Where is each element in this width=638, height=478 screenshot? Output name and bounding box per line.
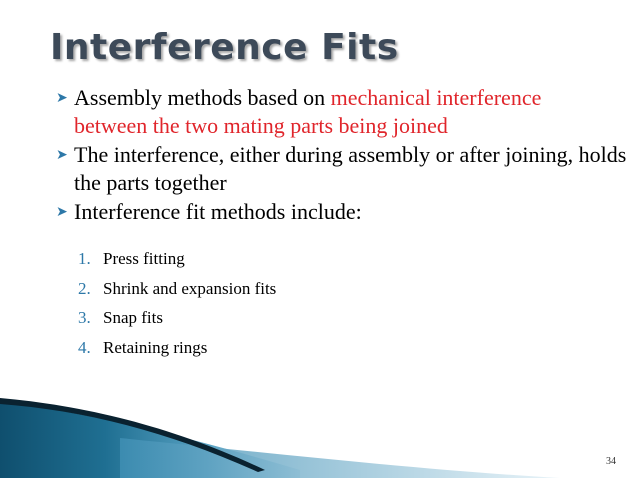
item-label: Snap fits [103,308,163,327]
bullet-text: Interference fit methods include: [74,199,362,224]
item-number: 3. [78,308,91,327]
arrow-bullet-icon: ➤ [56,147,68,163]
bullet-text: Assembly methods based on [74,85,331,110]
item-number: 2. [78,278,91,298]
arrow-bullet-icon: ➤ [56,90,68,106]
item-label: Retaining rings [103,337,208,357]
arrow-bullet-icon: ➤ [56,204,68,220]
bullet-highlight-text: mechanical interference [330,85,542,110]
bullet-text: The interference, either during assembly or after joining, holds the parts together [74,142,627,195]
slide-title: Interference Fits [50,27,399,68]
item-label: Shrink and expansion fits [103,278,277,298]
item-label: Press fitting [103,249,185,268]
bullet-highlight-text: between the two mating parts being joined [74,113,448,138]
item-number: 4. [78,337,91,357]
item-number: 1. [78,249,91,268]
page-number: 34 [606,456,616,467]
